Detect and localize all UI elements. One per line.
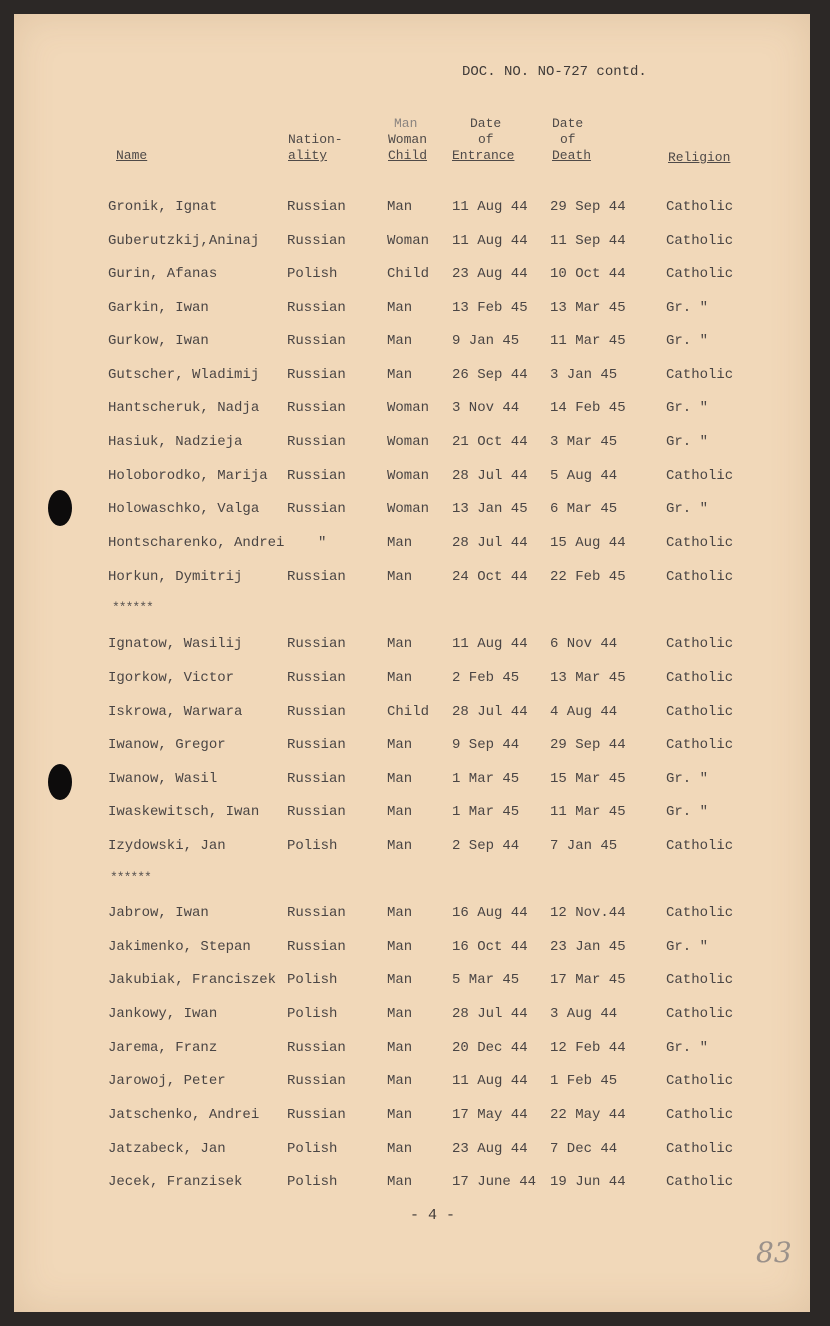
- entry-religion: Catholic: [666, 905, 734, 921]
- entry-entrance-date: 28 Jul 44: [452, 468, 528, 484]
- entry-nationality: Russian: [287, 501, 346, 517]
- entry-sex: Man: [387, 1141, 413, 1157]
- entry-entrance-date: 17 May 44: [452, 1107, 528, 1123]
- entry-entrance-date: 1 Mar 45: [452, 771, 520, 787]
- folio-number: 83: [756, 1236, 792, 1269]
- entry-entrance-date: 13 Jan 45: [452, 501, 528, 517]
- entry-death-date: 5 Aug 44: [550, 468, 618, 484]
- entry-religion: Catholic: [666, 1073, 734, 1089]
- entry-religion: Catholic: [666, 1006, 734, 1022]
- entry-nationality: Russian: [287, 300, 346, 316]
- entry-death-date: 3 Mar 45: [550, 434, 618, 450]
- entry-religion: Catholic: [666, 972, 734, 988]
- entry-nationality: Russian: [287, 468, 346, 484]
- entry-religion: Gr. ": [666, 939, 709, 955]
- entry-death-date: 13 Mar 45: [550, 300, 626, 316]
- entry-entrance-date: 17 June 44: [452, 1174, 537, 1190]
- page-number: - 4 -: [410, 1207, 456, 1224]
- entry-religion: Catholic: [666, 1107, 734, 1123]
- entry-name: Garkin, Iwan: [108, 300, 209, 316]
- entry-death-date: 1 Feb 45: [550, 1073, 618, 1089]
- entry-death-date: 4 Aug 44: [550, 704, 618, 720]
- header-entrance-line3: Entrance: [452, 148, 515, 163]
- table-row: [0, 569, 830, 589]
- entry-name: Jakimenko, Stepan: [108, 939, 251, 955]
- table-row: [0, 199, 830, 219]
- header-sex-line2: Woman: [388, 132, 428, 147]
- entry-sex: Man: [387, 1107, 413, 1123]
- entry-religion: Catholic: [666, 569, 734, 585]
- entry-death-date: 6 Mar 45: [550, 501, 618, 517]
- entry-death-date: 10 Oct 44: [550, 266, 626, 282]
- entry-religion: Catholic: [666, 468, 734, 484]
- entry-name: Iskrowa, Warwara: [108, 704, 243, 720]
- table-row: [0, 1141, 830, 1161]
- entry-religion: Catholic: [666, 233, 734, 249]
- entry-nationality: Russian: [287, 670, 346, 686]
- entry-nationality: Russian: [287, 771, 346, 787]
- entry-name: Jabrow, Iwan: [108, 905, 209, 921]
- table-row: [0, 266, 830, 286]
- table-row: [0, 939, 830, 959]
- entry-death-date: 13 Mar 45: [550, 670, 626, 686]
- header-nationality-line2: ality: [288, 148, 328, 163]
- header-entrance-line1: Date: [470, 116, 502, 131]
- entry-religion: Catholic: [666, 266, 734, 282]
- entry-death-date: 3 Jan 45: [550, 367, 618, 383]
- entry-nationality: Russian: [287, 569, 346, 585]
- entry-name: Jankowy, Iwan: [108, 1006, 218, 1022]
- table-row: [0, 333, 830, 353]
- entry-religion: Catholic: [666, 737, 734, 753]
- entry-sex: Woman: [387, 233, 430, 249]
- table-row: [0, 972, 830, 992]
- entry-name: Iwanow, Wasil: [108, 771, 218, 787]
- entry-sex: Woman: [387, 468, 430, 484]
- entry-entrance-date: 9 Jan 45: [452, 333, 520, 349]
- table-row: [0, 1040, 830, 1060]
- table-row: [0, 535, 830, 555]
- entry-entrance-date: 16 Aug 44: [452, 905, 528, 921]
- header-entrance-line2: of: [478, 132, 494, 147]
- table-row: [0, 704, 830, 724]
- entry-nationality: Polish: [287, 266, 338, 282]
- entry-name: Gurin, Afanas: [108, 266, 218, 282]
- entry-sex: Man: [387, 905, 413, 921]
- entry-sex: Child: [387, 266, 430, 282]
- entry-name: Iwanow, Gregor: [108, 737, 226, 753]
- entry-name: Gurkow, Iwan: [108, 333, 209, 349]
- table-row: [0, 636, 830, 656]
- entry-sex: Man: [387, 300, 413, 316]
- entry-name: Jarema, Franz: [108, 1040, 218, 1056]
- entry-entrance-date: 13 Feb 45: [452, 300, 528, 316]
- entry-death-date: 29 Sep 44: [550, 737, 626, 753]
- section-separator: ******: [110, 870, 151, 885]
- entry-sex: Child: [387, 704, 430, 720]
- table-row: [0, 771, 830, 791]
- entry-name: Jakubiak, Franciszek: [108, 972, 277, 988]
- entry-religion: Catholic: [666, 1141, 734, 1157]
- entry-name: Izydowski, Jan: [108, 838, 226, 854]
- entry-death-date: 6 Nov 44: [550, 636, 618, 652]
- table-row: [0, 434, 830, 454]
- entry-sex: Woman: [387, 434, 430, 450]
- entry-death-date: 12 Feb 44: [550, 1040, 626, 1056]
- entry-religion: Catholic: [666, 704, 734, 720]
- entry-religion: Catholic: [666, 838, 734, 854]
- entry-nationality: Russian: [287, 1107, 346, 1123]
- entry-nationality: Russian: [287, 1040, 346, 1056]
- table-row: [0, 838, 830, 858]
- entry-sex: Man: [387, 569, 413, 585]
- entry-entrance-date: 11 Aug 44: [452, 636, 528, 652]
- entry-sex: Man: [387, 333, 413, 349]
- entry-sex: Man: [387, 972, 413, 988]
- header-nationality-line1: Nation-: [288, 132, 343, 147]
- entry-name: Hontscharenko, Andrei: [108, 535, 285, 551]
- header-death-line1: Date: [552, 116, 584, 131]
- entry-nationality: Russian: [287, 434, 346, 450]
- entry-religion: Gr. ": [666, 333, 709, 349]
- entry-sex: Man: [387, 1073, 413, 1089]
- entry-sex: Man: [387, 367, 413, 383]
- entry-death-date: 11 Mar 45: [550, 804, 626, 820]
- entry-death-date: 11 Mar 45: [550, 333, 626, 349]
- table-row: [0, 400, 830, 420]
- entry-nationality: Polish: [287, 972, 338, 988]
- entry-sex: Man: [387, 199, 413, 215]
- entry-name: Gronik, Ignat: [108, 199, 218, 215]
- entry-nationality: Polish: [287, 1141, 338, 1157]
- entry-nationality: Russian: [287, 704, 346, 720]
- entry-name: Gutscher, Wladimij: [108, 367, 260, 383]
- entry-religion: Catholic: [666, 636, 734, 652]
- entry-nationality: Russian: [287, 367, 346, 383]
- entry-religion: Gr. ": [666, 771, 709, 787]
- entry-name: Iwaskewitsch, Iwan: [108, 804, 260, 820]
- entry-sex: Man: [387, 939, 413, 955]
- entry-death-date: 23 Jan 45: [550, 939, 626, 955]
- entry-name: Ignatow, Wasilij: [108, 636, 243, 652]
- entry-death-date: 22 Feb 45: [550, 569, 626, 585]
- entry-entrance-date: 23 Aug 44: [452, 266, 528, 282]
- table-row: [0, 300, 830, 320]
- entry-entrance-date: 24 Oct 44: [452, 569, 528, 585]
- header-sex-line3: Child: [388, 148, 428, 163]
- entry-nationality: Russian: [287, 905, 346, 921]
- entry-religion: Gr. ": [666, 400, 709, 416]
- entry-nationality: Russian: [287, 1073, 346, 1089]
- entry-death-date: 29 Sep 44: [550, 199, 626, 215]
- entry-religion: Gr. ": [666, 501, 709, 517]
- entry-sex: Man: [387, 1174, 413, 1190]
- entry-sex: Man: [387, 670, 413, 686]
- table-row: [0, 905, 830, 925]
- entry-sex: Man: [387, 1006, 413, 1022]
- entry-entrance-date: 16 Oct 44: [452, 939, 528, 955]
- entry-nationality: Russian: [287, 636, 346, 652]
- entry-sex: Man: [387, 1040, 413, 1056]
- entry-religion: Gr. ": [666, 1040, 709, 1056]
- entry-death-date: 15 Mar 45: [550, 771, 626, 787]
- table-row: [0, 233, 830, 253]
- entry-name: Jarowoj, Peter: [108, 1073, 226, 1089]
- entry-entrance-date: 28 Jul 44: [452, 1006, 528, 1022]
- entry-death-date: 22 May 44: [550, 1107, 626, 1123]
- table-row: [0, 1107, 830, 1127]
- entry-entrance-date: 3 Nov 44: [452, 400, 520, 416]
- entry-religion: Catholic: [666, 1174, 734, 1190]
- table-row: [0, 737, 830, 757]
- section-separator: ******: [112, 600, 153, 615]
- table-row: [0, 367, 830, 387]
- entry-entrance-date: 11 Aug 44: [452, 1073, 528, 1089]
- entry-nationality: Polish: [287, 1006, 338, 1022]
- entry-death-date: 12 Nov.44: [550, 905, 626, 921]
- entry-death-date: 15 Aug 44: [550, 535, 626, 551]
- entry-sex: Man: [387, 636, 413, 652]
- entry-entrance-date: 28 Jul 44: [452, 535, 528, 551]
- table-row: [0, 670, 830, 690]
- table-row: [0, 468, 830, 488]
- table-row: [0, 1006, 830, 1026]
- entry-name: Jecek, Franzisek: [108, 1174, 243, 1190]
- entry-nationality: ": [318, 535, 327, 551]
- entry-entrance-date: 1 Mar 45: [452, 804, 520, 820]
- entry-entrance-date: 5 Mar 45: [452, 972, 520, 988]
- entry-entrance-date: 9 Sep 44: [452, 737, 520, 753]
- entry-religion: Catholic: [666, 535, 734, 551]
- entry-name: Holoborodko, Marija: [108, 468, 268, 484]
- table-row: [0, 1073, 830, 1093]
- entry-entrance-date: 26 Sep 44: [452, 367, 528, 383]
- entry-sex: Woman: [387, 400, 430, 416]
- header-religion: Religion: [668, 150, 731, 165]
- entry-nationality: Russian: [287, 233, 346, 249]
- entry-name: Jatschenko, Andrei: [108, 1107, 260, 1123]
- entry-death-date: 7 Dec 44: [550, 1141, 618, 1157]
- entry-nationality: Polish: [287, 838, 338, 854]
- entry-entrance-date: 20 Dec 44: [452, 1040, 528, 1056]
- document-number: DOC. NO. NO-727 contd.: [462, 64, 647, 80]
- entry-entrance-date: 11 Aug 44: [452, 199, 528, 215]
- entry-entrance-date: 2 Sep 44: [452, 838, 520, 854]
- entry-death-date: 19 Jun 44: [550, 1174, 626, 1190]
- entry-nationality: Polish: [287, 1174, 338, 1190]
- entry-sex: Man: [387, 771, 413, 787]
- entry-name: Hasiuk, Nadzieja: [108, 434, 243, 450]
- header-death-line2: of: [560, 132, 576, 147]
- entry-entrance-date: 11 Aug 44: [452, 233, 528, 249]
- entry-name: Guberutzkij,Aninaj: [108, 233, 260, 249]
- table-row: [0, 1174, 830, 1194]
- header-sex-line1: Man: [394, 116, 418, 131]
- entry-nationality: Russian: [287, 804, 346, 820]
- entry-death-date: 7 Jan 45: [550, 838, 618, 854]
- entry-name: Holowaschko, Valga: [108, 501, 260, 517]
- entry-entrance-date: 23 Aug 44: [452, 1141, 528, 1157]
- entry-sex: Man: [387, 804, 413, 820]
- entry-death-date: 14 Feb 45: [550, 400, 626, 416]
- entry-name: Igorkow, Victor: [108, 670, 235, 686]
- entry-religion: Gr. ": [666, 434, 709, 450]
- header-death-line3: Death: [552, 148, 592, 163]
- entry-name: Jatzabeck, Jan: [108, 1141, 226, 1157]
- table-row: [0, 804, 830, 824]
- entry-religion: Gr. ": [666, 804, 709, 820]
- entry-religion: Catholic: [666, 670, 734, 686]
- entry-religion: Gr. ": [666, 300, 709, 316]
- entry-entrance-date: 2 Feb 45: [452, 670, 520, 686]
- entry-religion: Catholic: [666, 199, 734, 215]
- entry-sex: Woman: [387, 501, 430, 517]
- entry-sex: Man: [387, 737, 413, 753]
- entry-death-date: 3 Aug 44: [550, 1006, 618, 1022]
- entry-death-date: 11 Sep 44: [550, 233, 626, 249]
- entry-nationality: Russian: [287, 737, 346, 753]
- entry-nationality: Russian: [287, 400, 346, 416]
- entry-sex: Man: [387, 838, 413, 854]
- entry-religion: Catholic: [666, 367, 734, 383]
- entry-name: Hantscheruk, Nadja: [108, 400, 260, 416]
- entry-death-date: 17 Mar 45: [550, 972, 626, 988]
- header-name: Name: [116, 148, 148, 163]
- entry-name: Horkun, Dymitrij: [108, 569, 243, 585]
- entry-entrance-date: 21 Oct 44: [452, 434, 528, 450]
- entry-nationality: Russian: [287, 199, 346, 215]
- entry-nationality: Russian: [287, 939, 346, 955]
- entry-sex: Man: [387, 535, 413, 551]
- entry-nationality: Russian: [287, 333, 346, 349]
- table-row: [0, 501, 830, 521]
- entry-entrance-date: 28 Jul 44: [452, 704, 528, 720]
